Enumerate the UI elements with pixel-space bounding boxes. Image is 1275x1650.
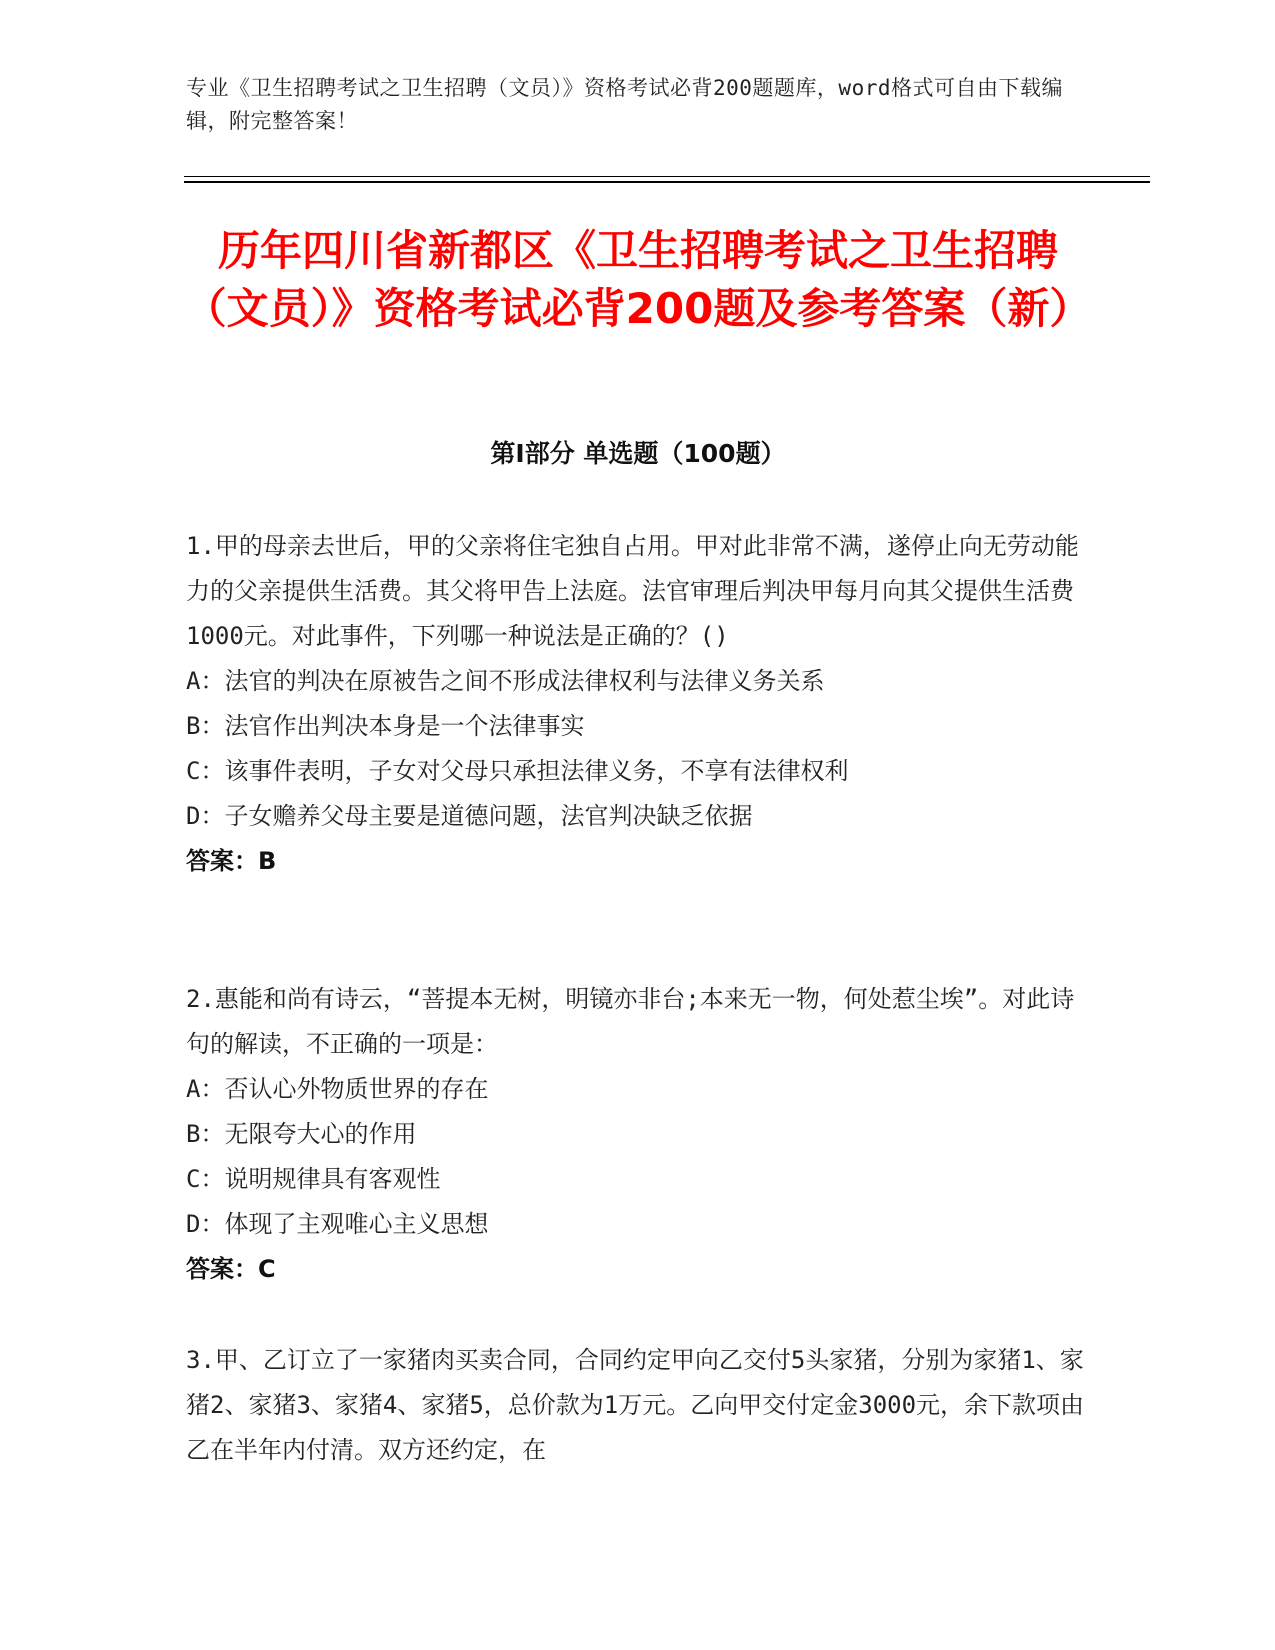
question-2 — [186, 977, 1086, 1292]
option-c: C：说明规律具有客观性 — [186, 1165, 441, 1193]
question-3 — [186, 1338, 1086, 1473]
header-divider-thin — [184, 176, 1150, 177]
option-b: B：法官作出判决本身是一个法律事实 — [186, 712, 585, 740]
header-note: 专业《卫生招聘考试之卫生招聘（文员）》资格考试必背200题题库，word格式可自由下载编辑，附完整答案！ — [186, 76, 1063, 133]
document-title: 历年四川省新都区《卫生招聘考试之卫生招聘（文员）》资格考试必背200题及参考答案（新） — [184, 226, 1092, 333]
section-title: 第I部分 单选题（100题） — [490, 439, 786, 468]
question-stem: 3.甲、乙订立了一家猪肉买卖合同，合同约定甲向乙交付5头家猪，分别为家猪1、家猪2、家猪3、家猪4、家猪5，总价款为1万元。乙向甲交付定金3000元，余下款项由乙在半年内付清。双方还约定，在 — [186, 1346, 1085, 1464]
option-a: A：否认心外物质世界的存在 — [186, 1075, 489, 1103]
answer-label: 答案：B — [186, 847, 277, 875]
question-stem: 2.惠能和尚有诗云，“菩提本无树，明镜亦非台;本来无一物，何处惹尘埃”。对此诗句的解读，不正确的一项是： — [186, 985, 1075, 1058]
option-b: B：无限夸大心的作用 — [186, 1120, 417, 1148]
question-stem: 1.甲的母亲去世后，甲的父亲将住宅独自占用。甲对此非常不满，遂停止向无劳动能力的父亲提供生活费。其父将甲告上法庭。法官审理后判决甲每月向其父提供生活费1000元。对此事件，下列哪一种说法是正确的？() — [186, 532, 1079, 650]
answer-label: 答案：C — [186, 1255, 276, 1283]
question-1 — [186, 524, 1086, 884]
option-d: D：体现了主观唯心主义思想 — [186, 1210, 489, 1238]
header-divider-thick — [184, 181, 1150, 183]
option-c: C：该事件表明，子女对父母只承担法律义务，不享有法律权利 — [186, 757, 849, 785]
option-d: D：子女赡养父母主要是道德问题，法官判决缺乏依据 — [186, 802, 753, 830]
option-a: A：法官的判决在原被告之间不形成法律权利与法律义务关系 — [186, 667, 825, 695]
